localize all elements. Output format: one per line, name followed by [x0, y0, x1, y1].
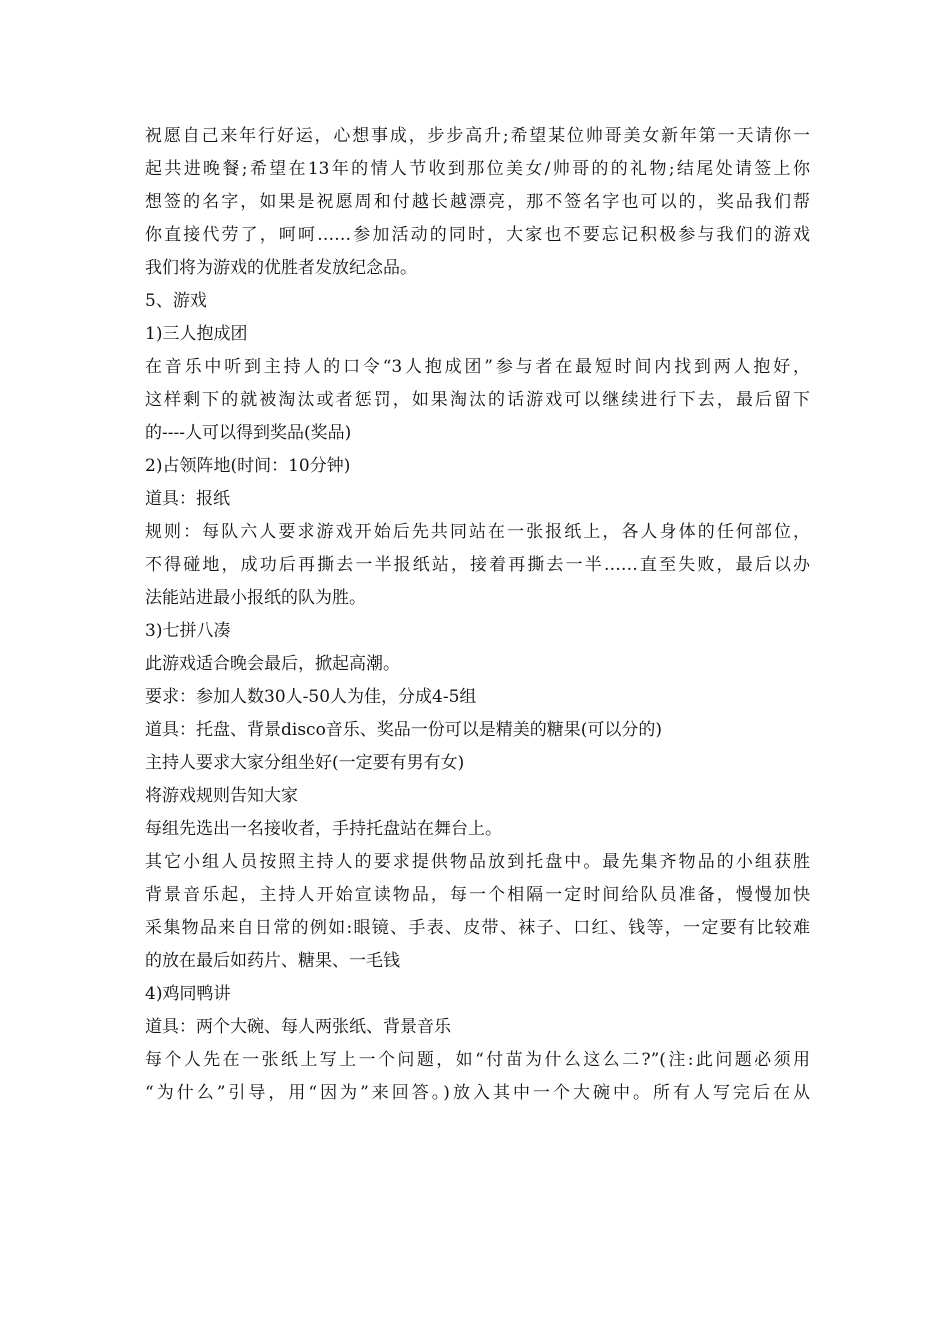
text-line: 要求：参加人数30人-50人为佳，分成4-5组	[145, 687, 477, 707]
text-line: 背景音乐起，主持人开始宣读物品，每一个相隔一定时间给队员准备，慢慢加快	[145, 885, 810, 905]
text-line: 祝愿自己来年行好运，心想事成，步步高升;希望某位帅哥美女新年第一天请你一	[145, 126, 810, 146]
text-line: 起共进晚餐;希望在13年的情人节收到那位美女/帅哥的的礼物;结尾处请签上你	[145, 159, 810, 179]
text-line: 我们将为游戏的优胜者发放纪念品。	[145, 258, 417, 278]
text-line: 将游戏规则告知大家	[145, 786, 298, 806]
text-line: 道具：报纸	[145, 489, 230, 509]
text-line: 每个人先在一张纸上写上一个问题，如“付苗为什么这么二?”(注:此问题必须用	[145, 1050, 810, 1070]
text-line: 在音乐中听到主持人的口令“3人抱成团”参与者在最短时间内找到两人抱好，	[145, 357, 810, 377]
text-line: 道具：两个大碗、每人两张纸、背景音乐	[145, 1017, 451, 1037]
text-line: 每组先选出一名接收者，手持托盘站在舞台上。	[145, 819, 502, 839]
text-line: 3)七拼八凑	[145, 621, 231, 641]
text-line: 规则：每队六人要求游戏开始后先共同站在一张报纸上，各人身体的任何部位，	[145, 522, 810, 542]
text-line: 4)鸡同鸭讲	[145, 984, 231, 1004]
text-line: 的----人可以得到奖品(奖品)	[145, 423, 352, 443]
text-line: 2)占领阵地(时间：10分钟)	[145, 456, 351, 476]
text-line: 的放在最后如药片、糖果、一毛钱	[145, 951, 400, 971]
text-line: 1)三人抱成团	[145, 324, 248, 344]
text-line: 想签的名字，如果是祝愿周和付越长越漂亮，那不签名字也可以的，奖品我们帮	[145, 192, 810, 212]
text-line: 5、游戏	[145, 291, 207, 311]
text-line: 你直接代劳了，呵呵……参加活动的同时，大家也不要忘记积极参与我们的游戏	[145, 225, 810, 245]
text-line: 道具：托盘、背景disco音乐、奖品一份可以是精美的糖果(可以分的)	[145, 720, 663, 740]
text-line: 不得碰地，成功后再撕去一半报纸站，接着再撕去一半……直至失败，最后以办	[145, 555, 810, 575]
text-line: 这样剩下的就被淘汰或者惩罚，如果淘汰的话游戏可以继续进行下去，最后留下	[145, 390, 810, 410]
text-line: “为什么”引导，用“因为”来回答。)放入其中一个大碗中。所有人写完后在从	[145, 1083, 810, 1103]
text-line: 采集物品来自日常的例如:眼镜、手表、皮带、袜子、口红、钱等，一定要有比较难	[145, 918, 810, 938]
text-line: 主持人要求大家分组坐好(一定要有男有女)	[145, 753, 465, 773]
text-line: 此游戏适合晚会最后，掀起高潮。	[145, 654, 400, 674]
text-line: 法能站进最小报纸的队为胜。	[145, 588, 366, 608]
text-line: 其它小组人员按照主持人的要求提供物品放到托盘中。最先集齐物品的小组获胜	[145, 852, 810, 872]
document-body	[145, 120, 810, 1110]
